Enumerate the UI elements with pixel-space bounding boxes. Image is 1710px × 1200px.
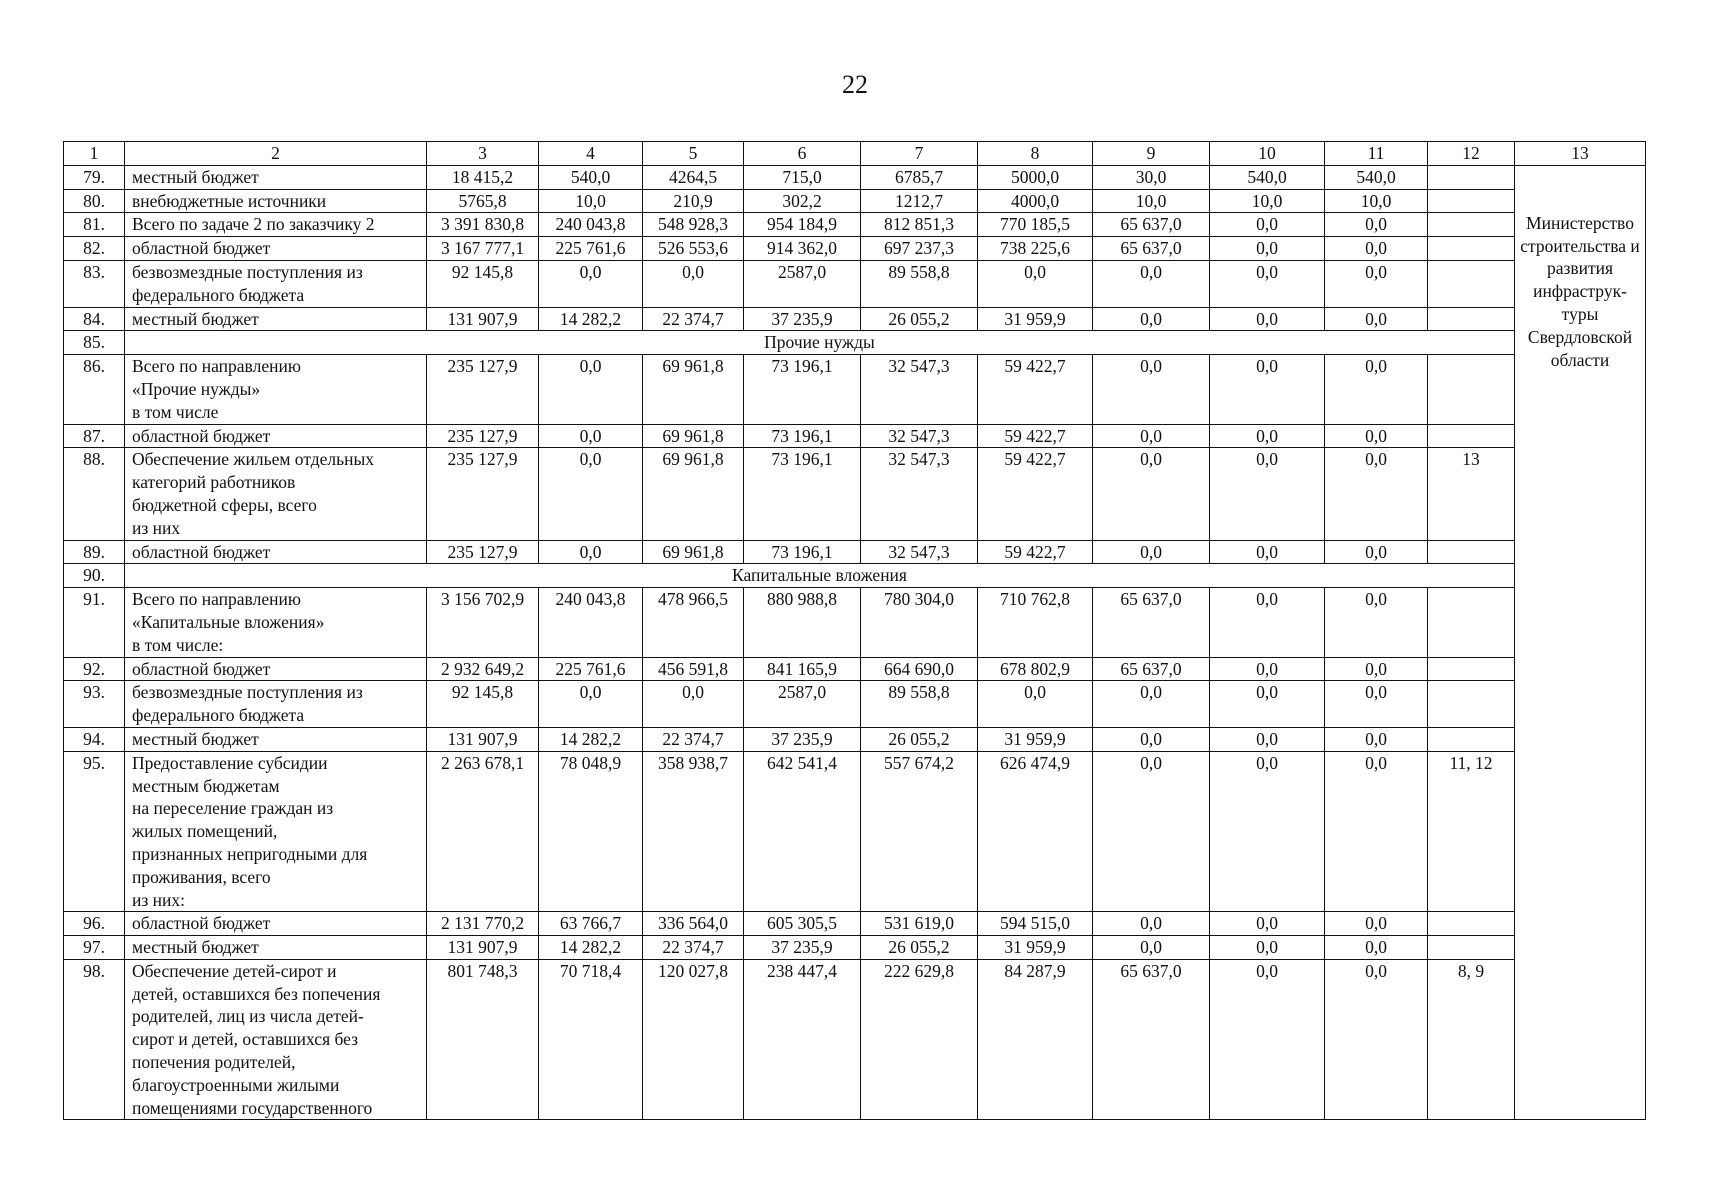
- value-cell: 0,0: [1093, 540, 1210, 564]
- value-cell: 0,0: [539, 355, 643, 424]
- value-cell: 540,0: [1325, 165, 1428, 189]
- value-cell: 26 055,2: [861, 727, 978, 751]
- row-label-line: «Прочие нужды»: [132, 378, 261, 399]
- value-cell: 780 304,0: [861, 588, 978, 657]
- value-cell: 0,0: [539, 260, 643, 307]
- value-cell: 32 547,3: [861, 424, 978, 448]
- table-row: [64, 448, 1646, 540]
- value-cell: 0,0: [539, 448, 643, 540]
- column-number-header: 13: [1515, 142, 1646, 166]
- row-label-line: областной бюджет: [132, 238, 271, 259]
- table-row: [64, 959, 1646, 1120]
- value-cell: 240 043,8: [539, 213, 643, 237]
- value-cell: 2 263 678,1: [427, 751, 539, 912]
- value-cell: 531 619,0: [861, 912, 978, 936]
- value-cell: 5765,8: [427, 189, 539, 213]
- value-cell: 10,0: [1325, 189, 1428, 213]
- value-cell: 238 447,4: [744, 959, 861, 1120]
- value-cell: 0,0: [539, 540, 643, 564]
- value-cell: 841 165,9: [744, 657, 861, 681]
- value-cell: 0,0: [1093, 307, 1210, 331]
- value-cell: 89 558,8: [861, 260, 978, 307]
- value-cell: 0,0: [1325, 657, 1428, 681]
- value-cell: 0,0: [1093, 424, 1210, 448]
- row-label: [125, 424, 427, 448]
- table-row: [64, 936, 1646, 960]
- value-cell: 4264,5: [643, 165, 744, 189]
- column-number-header: 12: [1428, 142, 1515, 166]
- value-cell: 69 961,8: [643, 424, 744, 448]
- column-number-header: 5: [643, 142, 744, 166]
- table-row: [64, 912, 1646, 936]
- value-cell: 302,2: [744, 189, 861, 213]
- value-cell: 0,0: [1325, 540, 1428, 564]
- value-cell: 0,0: [1325, 727, 1428, 751]
- value-cell: 225 761,6: [539, 657, 643, 681]
- value-cell: 0,0: [1210, 424, 1325, 448]
- value-cell: 697 237,3: [861, 237, 978, 261]
- reference-cell: [1428, 424, 1515, 448]
- value-cell: 235 127,9: [427, 540, 539, 564]
- row-label-line: бюджетной сферы, всего: [132, 494, 317, 515]
- row-label-line: из них:: [132, 889, 185, 910]
- row-number: 92.: [64, 657, 125, 681]
- row-number: 85.: [64, 331, 125, 355]
- reference-cell: [1428, 657, 1515, 681]
- value-cell: 0,0: [1093, 260, 1210, 307]
- section-title: Капитальные вложения: [125, 564, 1515, 588]
- value-cell: 73 196,1: [744, 424, 861, 448]
- value-cell: 31 959,9: [978, 727, 1093, 751]
- row-number: 80.: [64, 189, 125, 213]
- row-label-line: родителей, лиц из числа детей-: [132, 1006, 364, 1027]
- value-cell: 69 961,8: [643, 355, 744, 424]
- value-cell: 59 422,7: [978, 355, 1093, 424]
- value-cell: 59 422,7: [978, 540, 1093, 564]
- value-cell: 0,0: [1210, 448, 1325, 540]
- value-cell: 32 547,3: [861, 448, 978, 540]
- row-label: [125, 189, 427, 213]
- value-cell: 0,0: [539, 681, 643, 728]
- row-label-line: местный бюджет: [132, 728, 259, 749]
- section-row: [64, 331, 1646, 355]
- value-cell: 0,0: [1210, 213, 1325, 237]
- value-cell: 1212,7: [861, 189, 978, 213]
- reference-cell: [1428, 165, 1515, 189]
- value-cell: 358 938,7: [643, 751, 744, 912]
- value-cell: 69 961,8: [643, 448, 744, 540]
- reference-cell: [1428, 681, 1515, 728]
- value-cell: 605 305,5: [744, 912, 861, 936]
- row-number: 98.: [64, 959, 125, 1120]
- value-cell: 0,0: [1210, 912, 1325, 936]
- value-cell: 0,0: [1093, 727, 1210, 751]
- row-number: 88.: [64, 448, 125, 540]
- value-cell: 92 145,8: [427, 681, 539, 728]
- row-label-line: безвозмездные поступления из: [132, 261, 363, 282]
- value-cell: 10,0: [1210, 189, 1325, 213]
- row-number: 84.: [64, 307, 125, 331]
- reference-cell: [1428, 260, 1515, 307]
- table-row: [64, 237, 1646, 261]
- row-label-line: проживания, всего: [132, 866, 271, 887]
- row-label-line: местный бюджет: [132, 308, 259, 329]
- value-cell: 0,0: [1210, 540, 1325, 564]
- value-cell: 65 637,0: [1093, 213, 1210, 237]
- value-cell: 30,0: [1093, 165, 1210, 189]
- value-cell: 92 145,8: [427, 260, 539, 307]
- value-cell: 14 282,2: [539, 727, 643, 751]
- value-cell: 540,0: [1210, 165, 1325, 189]
- row-number: 82.: [64, 237, 125, 261]
- reference-cell: [1428, 355, 1515, 424]
- budget-table: [63, 141, 1646, 1120]
- column-number-header: 4: [539, 142, 643, 166]
- responsible-executor-text: Министерство строительства и развития инфраструк-туры Свердловской области: [1520, 212, 1640, 370]
- responsible-executor-cell: [1515, 165, 1646, 1120]
- row-number: 95.: [64, 751, 125, 912]
- row-label-line: областной бюджет: [132, 425, 271, 446]
- value-cell: 10,0: [1093, 189, 1210, 213]
- section-title: Прочие нужды: [125, 331, 1515, 355]
- table-row: [64, 540, 1646, 564]
- row-label-line: федерального бюджета: [132, 705, 305, 726]
- row-number: 79.: [64, 165, 125, 189]
- value-cell: 526 553,6: [643, 237, 744, 261]
- value-cell: 0,0: [1210, 355, 1325, 424]
- row-label-line: категорий работников: [132, 472, 296, 493]
- value-cell: 3 156 702,9: [427, 588, 539, 657]
- table-row: [64, 260, 1646, 307]
- row-label-line: на переселение граждан из: [132, 798, 334, 819]
- row-label: [125, 727, 427, 751]
- value-cell: 0,0: [1325, 307, 1428, 331]
- value-cell: 0,0: [643, 260, 744, 307]
- row-label: [125, 448, 427, 540]
- value-cell: 0,0: [1093, 912, 1210, 936]
- column-number-header: 11: [1325, 142, 1428, 166]
- value-cell: 0,0: [1210, 237, 1325, 261]
- row-label: [125, 959, 427, 1120]
- value-cell: 0,0: [1325, 424, 1428, 448]
- value-cell: 456 591,8: [643, 657, 744, 681]
- value-cell: 0,0: [1325, 681, 1428, 728]
- value-cell: 63 766,7: [539, 912, 643, 936]
- value-cell: 31 959,9: [978, 307, 1093, 331]
- reference-cell: [1428, 936, 1515, 960]
- value-cell: 2 131 770,2: [427, 912, 539, 936]
- value-cell: 336 564,0: [643, 912, 744, 936]
- table-row: [64, 165, 1646, 189]
- column-number-header: 6: [744, 142, 861, 166]
- value-cell: 540,0: [539, 165, 643, 189]
- reference-cell: [1428, 307, 1515, 331]
- value-cell: 37 235,9: [744, 936, 861, 960]
- column-number-header: 1: [64, 142, 125, 166]
- value-cell: 0,0: [1325, 588, 1428, 657]
- table-row: [64, 424, 1646, 448]
- row-label-line: помещениями государственного: [132, 1097, 373, 1118]
- row-label-line: жилых помещений,: [132, 821, 278, 842]
- value-cell: 2587,0: [744, 681, 861, 728]
- value-cell: 65 637,0: [1093, 588, 1210, 657]
- column-number-header: 2: [125, 142, 427, 166]
- value-cell: 664 690,0: [861, 657, 978, 681]
- value-cell: 5000,0: [978, 165, 1093, 189]
- value-cell: 0,0: [1210, 751, 1325, 912]
- value-cell: 37 235,9: [744, 307, 861, 331]
- row-label-line: внебюджетные источники: [132, 190, 327, 211]
- value-cell: 14 282,2: [539, 936, 643, 960]
- value-cell: 0,0: [1325, 448, 1428, 540]
- value-cell: 235 127,9: [427, 448, 539, 540]
- row-label: [125, 657, 427, 681]
- row-label-line: Обеспечение детей-сирот и: [132, 960, 337, 981]
- row-label: [125, 912, 427, 936]
- value-cell: 22 374,7: [643, 727, 744, 751]
- value-cell: 89 558,8: [861, 681, 978, 728]
- value-cell: 10,0: [539, 189, 643, 213]
- row-label: [125, 307, 427, 331]
- value-cell: 59 422,7: [978, 424, 1093, 448]
- value-cell: 812 851,3: [861, 213, 978, 237]
- reference-cell: [1428, 727, 1515, 751]
- value-cell: 0,0: [1093, 355, 1210, 424]
- row-label-line: областной бюджет: [132, 658, 271, 679]
- value-cell: 2 932 649,2: [427, 657, 539, 681]
- row-number: 91.: [64, 588, 125, 657]
- row-number: 81.: [64, 213, 125, 237]
- value-cell: 801 748,3: [427, 959, 539, 1120]
- value-cell: 37 235,9: [744, 727, 861, 751]
- table-row: [64, 681, 1646, 728]
- value-cell: 73 196,1: [744, 540, 861, 564]
- value-cell: 65 637,0: [1093, 237, 1210, 261]
- reference-cell: 11, 12: [1428, 751, 1515, 912]
- reference-cell: [1428, 912, 1515, 936]
- value-cell: 131 907,9: [427, 936, 539, 960]
- row-label-line: сирот и детей, оставшихся без: [132, 1029, 359, 1050]
- row-label: [125, 751, 427, 912]
- column-number-header: 10: [1210, 142, 1325, 166]
- value-cell: 69 961,8: [643, 540, 744, 564]
- value-cell: 557 674,2: [861, 751, 978, 912]
- row-label-line: местный бюджет: [132, 166, 259, 187]
- value-cell: 0,0: [1210, 307, 1325, 331]
- value-cell: 18 415,2: [427, 165, 539, 189]
- value-cell: 73 196,1: [744, 355, 861, 424]
- value-cell: 0,0: [1325, 751, 1428, 912]
- value-cell: 26 055,2: [861, 936, 978, 960]
- table-row: [64, 189, 1646, 213]
- value-cell: 32 547,3: [861, 540, 978, 564]
- value-cell: 2587,0: [744, 260, 861, 307]
- row-label-line: областной бюджет: [132, 541, 271, 562]
- column-number-header: 3: [427, 142, 539, 166]
- value-cell: 4000,0: [978, 189, 1093, 213]
- reference-cell: [1428, 189, 1515, 213]
- row-number: 86.: [64, 355, 125, 424]
- value-cell: 0,0: [1093, 936, 1210, 960]
- value-cell: 222 629,8: [861, 959, 978, 1120]
- reference-cell: [1428, 540, 1515, 564]
- row-number: 96.: [64, 912, 125, 936]
- value-cell: 0,0: [978, 681, 1093, 728]
- value-cell: 0,0: [1210, 727, 1325, 751]
- value-cell: 478 966,5: [643, 588, 744, 657]
- value-cell: 22 374,7: [643, 936, 744, 960]
- value-cell: 0,0: [1325, 959, 1428, 1120]
- value-cell: 594 515,0: [978, 912, 1093, 936]
- value-cell: 0,0: [539, 424, 643, 448]
- row-label-line: Предоставление субсидии: [132, 752, 328, 773]
- column-number-header: 7: [861, 142, 978, 166]
- value-cell: 235 127,9: [427, 355, 539, 424]
- value-cell: 210,9: [643, 189, 744, 213]
- value-cell: 914 362,0: [744, 237, 861, 261]
- header-row: [64, 142, 1646, 166]
- value-cell: 954 184,9: [744, 213, 861, 237]
- value-cell: 131 907,9: [427, 727, 539, 751]
- value-cell: 715,0: [744, 165, 861, 189]
- value-cell: 78 048,9: [539, 751, 643, 912]
- value-cell: 0,0: [1325, 237, 1428, 261]
- value-cell: 65 637,0: [1093, 959, 1210, 1120]
- value-cell: 131 907,9: [427, 307, 539, 331]
- reference-cell: [1428, 213, 1515, 237]
- row-label-line: благоустроенными жилыми: [132, 1074, 340, 1095]
- row-number: 93.: [64, 681, 125, 728]
- value-cell: 240 043,8: [539, 588, 643, 657]
- reference-cell: 13: [1428, 448, 1515, 540]
- reference-cell: [1428, 237, 1515, 261]
- value-cell: 0,0: [1325, 213, 1428, 237]
- row-label: [125, 165, 427, 189]
- row-label-line: Всего по направлению: [132, 589, 301, 610]
- value-cell: 710 762,8: [978, 588, 1093, 657]
- row-label: [125, 260, 427, 307]
- value-cell: 0,0: [1210, 936, 1325, 960]
- column-number-header: 9: [1093, 142, 1210, 166]
- row-label-line: областной бюджет: [132, 913, 271, 934]
- reference-cell: [1428, 588, 1515, 657]
- row-label-line: Обеспечение жильем отдельных: [132, 449, 375, 470]
- row-label: [125, 540, 427, 564]
- row-label-line: детей, оставшихся без попечения: [132, 983, 381, 1004]
- value-cell: 32 547,3: [861, 355, 978, 424]
- row-number: 94.: [64, 727, 125, 751]
- row-label: [125, 213, 427, 237]
- value-cell: 770 185,5: [978, 213, 1093, 237]
- reference-cell: 8, 9: [1428, 959, 1515, 1120]
- row-label-line: попечения родителей,: [132, 1052, 296, 1073]
- row-number: 90.: [64, 564, 125, 588]
- value-cell: 120 027,8: [643, 959, 744, 1120]
- section-row: [64, 564, 1646, 588]
- value-cell: 0,0: [1325, 260, 1428, 307]
- table-row: [64, 355, 1646, 424]
- value-cell: 84 287,9: [978, 959, 1093, 1120]
- value-cell: 6785,7: [861, 165, 978, 189]
- value-cell: 0,0: [1210, 681, 1325, 728]
- value-cell: 0,0: [1210, 657, 1325, 681]
- row-label: [125, 681, 427, 728]
- value-cell: 678 802,9: [978, 657, 1093, 681]
- row-label-line: безвозмездные поступления из: [132, 682, 363, 703]
- row-number: 89.: [64, 540, 125, 564]
- row-label-line: Всего по задаче 2 по заказчику 2: [132, 214, 375, 235]
- value-cell: 626 474,9: [978, 751, 1093, 912]
- row-label-line: из них: [132, 517, 181, 538]
- row-label-line: «Капитальные вложения»: [132, 611, 325, 632]
- value-cell: 0,0: [1210, 260, 1325, 307]
- value-cell: 26 055,2: [861, 307, 978, 331]
- value-cell: 22 374,7: [643, 307, 744, 331]
- value-cell: 0,0: [1210, 959, 1325, 1120]
- row-label-line: признанных непригодными для: [132, 843, 368, 864]
- value-cell: 59 422,7: [978, 448, 1093, 540]
- value-cell: 0,0: [1325, 912, 1428, 936]
- table-row: [64, 213, 1646, 237]
- value-cell: 31 959,9: [978, 936, 1093, 960]
- table-row: [64, 751, 1646, 912]
- row-label-line: федерального бюджета: [132, 284, 305, 305]
- value-cell: 0,0: [1093, 448, 1210, 540]
- value-cell: 0,0: [978, 260, 1093, 307]
- row-label-line: в том числе:: [132, 634, 224, 655]
- row-label: [125, 936, 427, 960]
- row-label-line: местным бюджетам: [132, 775, 280, 796]
- value-cell: 738 225,6: [978, 237, 1093, 261]
- row-label: [125, 588, 427, 657]
- value-cell: 65 637,0: [1093, 657, 1210, 681]
- value-cell: 548 928,3: [643, 213, 744, 237]
- value-cell: 880 988,8: [744, 588, 861, 657]
- value-cell: 73 196,1: [744, 448, 861, 540]
- table-row: [64, 727, 1646, 751]
- row-number: 97.: [64, 936, 125, 960]
- table-row: [64, 588, 1646, 657]
- value-cell: 3 167 777,1: [427, 237, 539, 261]
- value-cell: 0,0: [1210, 588, 1325, 657]
- value-cell: 235 127,9: [427, 424, 539, 448]
- value-cell: 0,0: [1093, 751, 1210, 912]
- row-label-line: Всего по направлению: [132, 356, 301, 377]
- table-row: [64, 657, 1646, 681]
- value-cell: 0,0: [1093, 681, 1210, 728]
- table-row: [64, 307, 1646, 331]
- value-cell: 225 761,6: [539, 237, 643, 261]
- row-label: [125, 355, 427, 424]
- row-label-line: в том числе: [132, 401, 219, 422]
- value-cell: 0,0: [1325, 355, 1428, 424]
- value-cell: 3 391 830,8: [427, 213, 539, 237]
- row-label-line: местный бюджет: [132, 937, 259, 958]
- page-number: 22: [842, 70, 868, 99]
- row-number: 83.: [64, 260, 125, 307]
- value-cell: 70 718,4: [539, 959, 643, 1120]
- value-cell: 14 282,2: [539, 307, 643, 331]
- value-cell: 642 541,4: [744, 751, 861, 912]
- row-number: 87.: [64, 424, 125, 448]
- row-label: [125, 237, 427, 261]
- value-cell: 0,0: [643, 681, 744, 728]
- value-cell: 0,0: [1325, 936, 1428, 960]
- column-number-header: 8: [978, 142, 1093, 166]
